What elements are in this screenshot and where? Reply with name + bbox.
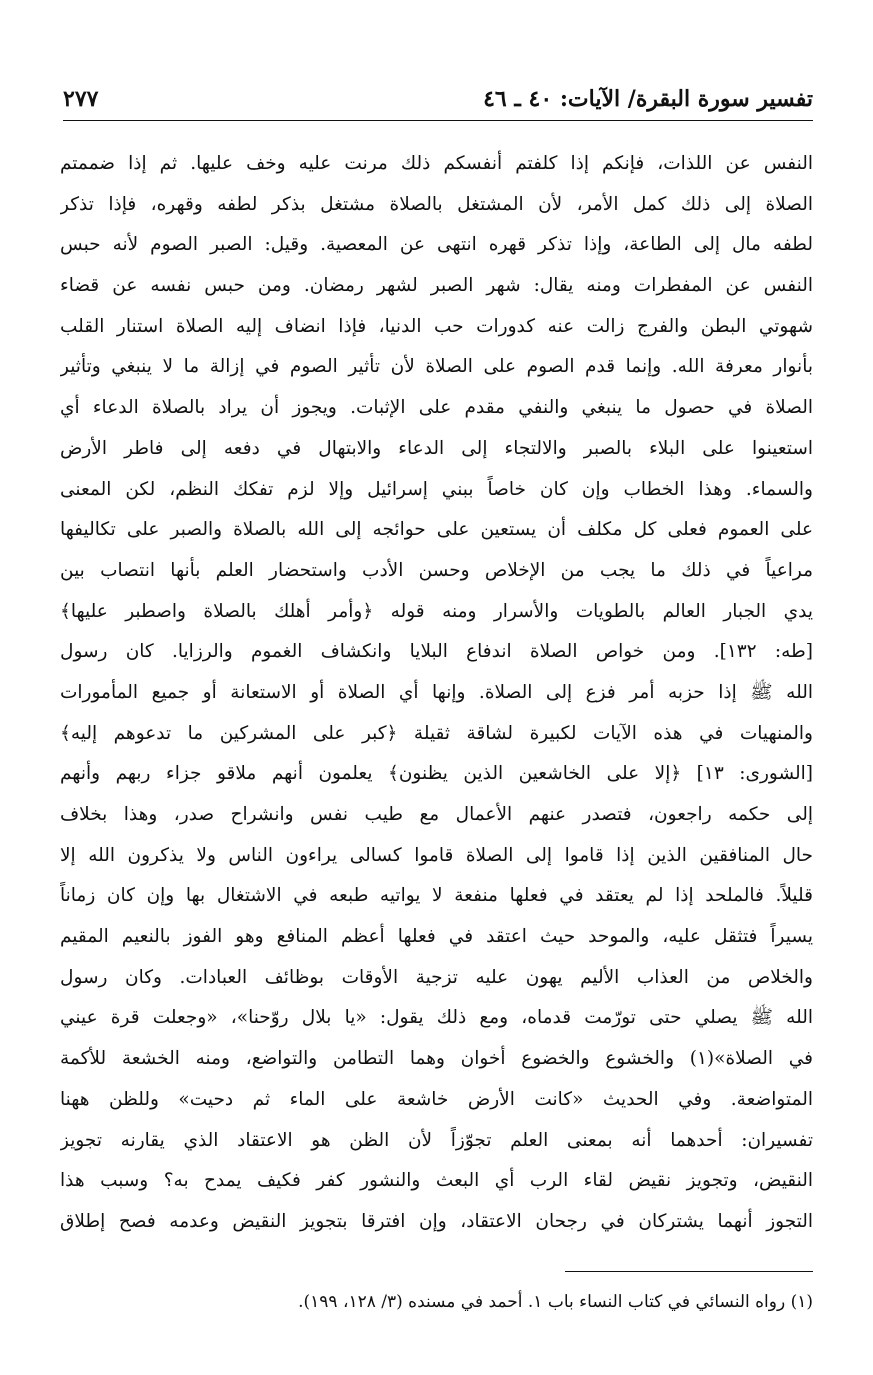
body-line: النفس عن اللذات، فإنكم إذا كلفتم أنفسكم ذلك مرنت عليه وخف عليها. ثم إذا ضممتم xyxy=(60,153,813,174)
body-line: استعينوا على البلاء بالصبر والالتجاء إلى الدعاء والابتهال في دفعه إلى فاطر الأرض xyxy=(60,437,813,459)
running-header-title: تفسير سورة البقرة/ الآيات: ٤٠ ـ ٤٦ xyxy=(483,86,813,112)
body-line: النفس عن المفطرات ومنه يقال: شهر الصبر لشهر رمضان. ومن حبس نفسه عن قضاء xyxy=(60,275,813,297)
body-line: تفسيران: أحدهما أنه بمعنى العلم تجوّزاً لأن الظن هو الاعتقاد الذي يقارنه تجويز xyxy=(60,1129,813,1151)
body-line: حال المنافقين الذين إذا قاموا إلى الصلاة قاموا كسالى يراءون الناس ولا يذكرون الله إلا xyxy=(60,844,813,866)
page-header xyxy=(63,86,813,121)
body-line: التجوز أنهما يشتركان في رجحان الاعتقاد، وإن افترقا بتجويز النقيض وعدمه فصح إطلاق xyxy=(60,1210,813,1232)
body-line: [الشورى: ١٣] ﴿إلا على الخاشعين الذين يظنون﴾ يعلمون أنهم ملاقو جزاء ربهم وأنهم xyxy=(60,763,813,785)
body-text xyxy=(60,144,813,1243)
page-number: ٢٧٧ xyxy=(63,86,99,112)
footnote: (١) رواه النسائي في كتاب النساء باب ١. أحمد في مسنده (٣/ ١٢٨، ١٩٩). xyxy=(298,1292,813,1312)
body-line: والسماء. وهذا الخطاب وإن كان خاصاً ببني إسرائيل وإلا لزم تفكك النظم، لكن المعنى xyxy=(60,478,813,500)
body-line: [طه: ١٣٢]. ومن خواص الصلاة اندفاع البلايا وانكشاف الغموم والرزايا. كان رسول xyxy=(60,641,813,663)
body-line: على العموم فعلى كل مكلف أن يستعين على حوائجه إلى الله بالصلاة والصبر على تكاليفها xyxy=(60,519,813,541)
body-line: والخلاص من العذاب الأليم يهون عليه تزجية الأوقات بوظائف العبادات. وكان رسول xyxy=(60,966,813,988)
body-line: مراعياً في ذلك ما يجب من الإخلاص وحسن الأدب واستحضار العلم بأنها انتصاب بين xyxy=(60,559,813,581)
body-line: يسيراً فتثقل عليه، والموحد حيث اعتقد في فعلها أعظم المنافع وهو الفوز بالنعيم المقيم xyxy=(60,926,813,948)
footnote-divider xyxy=(565,1271,813,1272)
body-line: بأنوار معرفة الله. وإنما قدم الصوم على الصلاة لأن تأثير الصوم في إزالة ما لا ينبغي وتأثير xyxy=(60,356,813,378)
body-line: الصلاة إلى ذلك كمل الأمر، لأن المشتغل بالصلاة مشتغل بذكر لطفه وقهره، فإذا تذكر xyxy=(60,193,813,215)
body-line: لطفه مال إلى الطاعة، وإذا تذكر قهره انتهى عن المعصية. وقيل: الصبر الصوم لأنه حبس xyxy=(60,234,813,256)
body-line: الله ﷺ إذا حزبه أمر فزع إلى الصلاة. وإنها أي الصلاة أو الاستعانة أو جميع المأمورات xyxy=(60,681,813,703)
body-line: يدي الجبار العالم بالطويات والأسرار ومنه قوله ﴿وأمر أهلك بالصلاة واصطبر عليها﴾ xyxy=(60,600,813,622)
body-line: قليلاً. فالملحد إذا لم يعتقد في فعلها منفعة لا يواتيه طبعه في الاشتغال بها وإن كان زماناً xyxy=(60,885,813,907)
body-line: المتواضعة. وفي الحديث «كانت الأرض خاشعة على الماء ثم دحيت» وللظن ههنا xyxy=(60,1088,813,1110)
body-line: والمنهيات في هذه الآيات لكبيرة لشاقة ثقيلة ﴿كبر على المشركين ما تدعوهم إليه﴾ xyxy=(60,722,813,744)
body-line: الله ﷺ يصلي حتى تورّمت قدماه، ومع ذلك يقول: «يا بلال روّحنا»، «وجعلت قرة عيني xyxy=(60,1007,813,1029)
body-line: في الصلاة»(١) والخشوع والخضوع أخوان وهما التطامن والتواضع، ومنه الخشعة للأكمة xyxy=(60,1048,813,1070)
body-line: النقيض، وتجويز نقيض لقاء الرب أي البعث والنشور كفر فكيف يمدح به؟ وسبب هذا xyxy=(60,1170,813,1192)
body-line: الصلاة في حصول ما ينبغي والنفي مقدم على الإثبات. ويجوز أن يراد بالصلاة الدعاء أي xyxy=(60,397,813,419)
body-line: شهوتي البطن والفرج زالت عنه كدورات حب الدنيا، فإذا انضاف إليه الصلاة استنار القلب xyxy=(60,315,813,337)
body-line: إلى حكمه راجعون، فتصدر عنهم الأعمال مع طيب نفس وانشراح صدر، وهذا بخلاف xyxy=(60,804,813,825)
